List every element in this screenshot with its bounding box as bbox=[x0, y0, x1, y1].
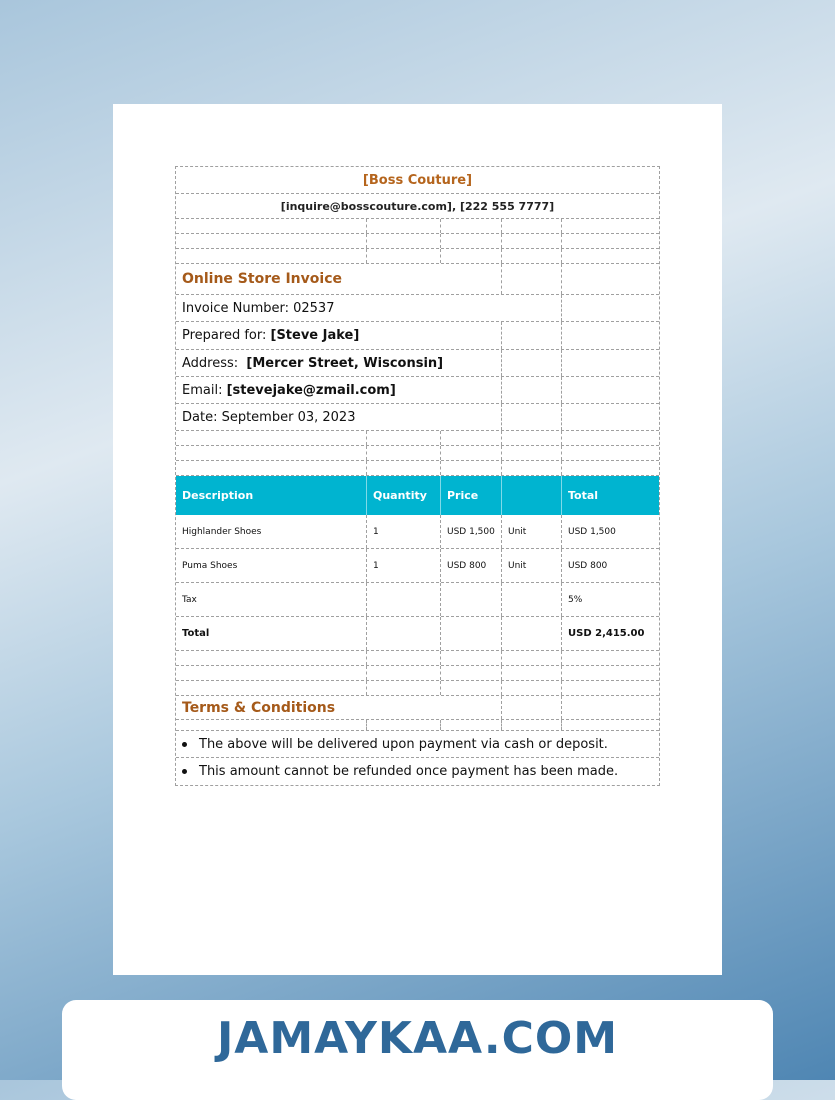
invoice-number: Invoice Number: 02537 bbox=[176, 295, 562, 321]
col-price: Price bbox=[441, 476, 502, 515]
prepared-for bbox=[176, 322, 502, 349]
item-description: Puma Shoes bbox=[176, 549, 367, 582]
spacer-row bbox=[176, 666, 659, 681]
spacer-row bbox=[176, 234, 659, 249]
watermark-banner bbox=[62, 1000, 773, 1100]
invoice-number-row bbox=[176, 295, 659, 322]
terms-item: The above will be delivered upon payment via cash or deposit. bbox=[176, 731, 659, 757]
item-total: USD 1,500 bbox=[568, 526, 616, 537]
date-row bbox=[176, 404, 659, 431]
prepared-row bbox=[176, 322, 659, 350]
spacer-row bbox=[176, 461, 659, 476]
terms-item: This amount cannot be refunded once payment has been made. bbox=[176, 758, 659, 785]
company-row bbox=[176, 167, 659, 194]
spacer-row bbox=[176, 446, 659, 461]
prepared-value: [Steve Jake] bbox=[270, 328, 360, 343]
spacer-row bbox=[176, 720, 659, 731]
invoice-date: Date: September 03, 2023 bbox=[176, 404, 502, 430]
address-label: Address: bbox=[182, 355, 247, 371]
address bbox=[176, 350, 502, 376]
item-total: USD 800 bbox=[568, 560, 608, 571]
item-unit: Unit bbox=[502, 549, 562, 582]
email bbox=[176, 377, 502, 403]
item-price: USD 800 bbox=[441, 549, 502, 582]
total-row bbox=[176, 617, 659, 651]
total-value: USD 2,415.00 bbox=[568, 628, 645, 639]
col-total: Total bbox=[568, 489, 599, 502]
table-row bbox=[176, 515, 659, 549]
table-row bbox=[176, 549, 659, 583]
company-contact: [inquire@bosscouture.com], [222 555 7777] bbox=[280, 199, 555, 213]
col-unit bbox=[502, 476, 562, 515]
email-row bbox=[176, 377, 659, 404]
document-page bbox=[113, 104, 722, 975]
item-description: Highlander Shoes bbox=[176, 515, 367, 548]
table-header bbox=[176, 476, 659, 515]
item-price: USD 1,500 bbox=[441, 515, 502, 548]
total-label: Total bbox=[176, 617, 367, 650]
item-quantity: 1 bbox=[367, 549, 441, 582]
bullet-icon bbox=[182, 769, 187, 774]
item-quantity: 1 bbox=[367, 515, 441, 548]
terms-item-row bbox=[176, 731, 659, 758]
email-label: Email: bbox=[182, 382, 227, 398]
tax-value: 5% bbox=[568, 594, 583, 605]
address-row bbox=[176, 350, 659, 377]
terms-item-row bbox=[176, 758, 659, 785]
bullet-icon bbox=[182, 742, 187, 747]
spacer-row bbox=[176, 651, 659, 666]
company-name: [Boss Couture] bbox=[362, 172, 473, 188]
spacer-row bbox=[176, 249, 659, 264]
address-value: [Mercer Street, Wisconsin] bbox=[246, 355, 444, 371]
item-unit: Unit bbox=[502, 515, 562, 548]
table-row bbox=[176, 583, 659, 617]
email-value: [stevejake@zmail.com] bbox=[226, 382, 396, 398]
col-description: Description bbox=[176, 476, 367, 515]
spacer-row bbox=[176, 431, 659, 446]
contact-row bbox=[176, 194, 659, 219]
spacer-row bbox=[176, 681, 659, 696]
terms-title-row bbox=[176, 696, 659, 720]
terms-title: Terms & Conditions bbox=[176, 696, 502, 719]
prepared-label: Prepared for: bbox=[182, 328, 271, 343]
col-quantity: Quantity bbox=[367, 476, 441, 515]
spacer-row bbox=[176, 219, 659, 234]
invoice-sheet bbox=[175, 166, 660, 786]
invoice-title-row bbox=[176, 264, 659, 295]
tax-label: Tax bbox=[176, 583, 367, 616]
watermark-text: JAMAYKAA.COM bbox=[216, 1013, 619, 1064]
invoice-title: Online Store Invoice bbox=[176, 264, 502, 294]
